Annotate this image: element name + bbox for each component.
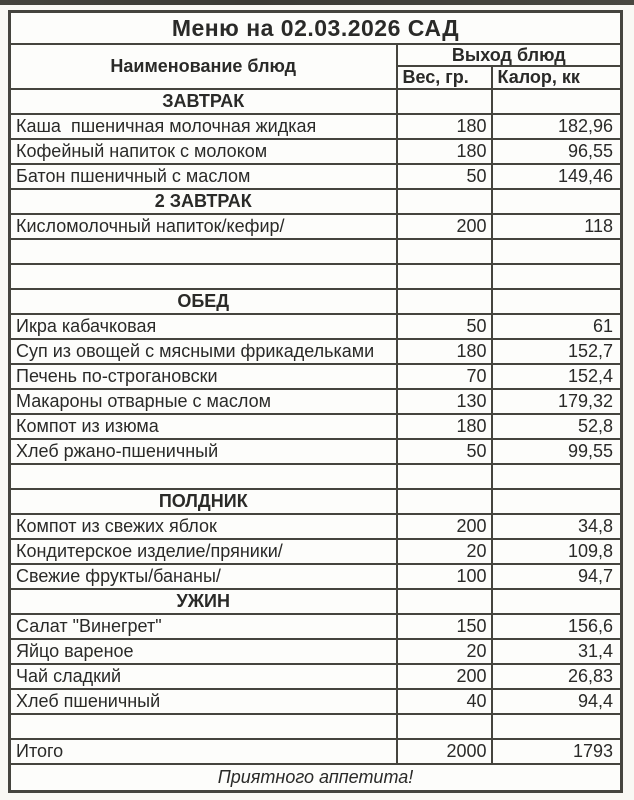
page-title: Меню на 02.03.2026 САД	[10, 12, 622, 44]
dish-name-cell: Икра кабачковая	[10, 314, 397, 339]
weight-cell: 180	[397, 139, 492, 164]
footer-note-row	[10, 764, 622, 791]
weight-cell: 150	[397, 614, 492, 639]
calories-cell: 94,7	[492, 564, 622, 589]
weight-cell	[397, 489, 492, 514]
dish-name-cell: Кофейный напиток с молоком	[10, 139, 397, 164]
column-header-output-group: Выход блюд	[397, 44, 622, 67]
dish-row	[10, 514, 622, 539]
weight-cell	[397, 89, 492, 114]
empty-cell	[397, 714, 492, 739]
calories-cell: 31,4	[492, 639, 622, 664]
dish-name-cell: Кисломолочный напиток/кефир/	[10, 214, 397, 239]
calories-cell: 109,8	[492, 539, 622, 564]
column-header-weight: Вес, гр.	[397, 66, 492, 89]
calories-cell: 1793	[492, 739, 622, 764]
menu-table-body	[10, 89, 622, 764]
dish-name-cell: Хлеб пшеничный	[10, 689, 397, 714]
weight-cell: 70	[397, 364, 492, 389]
dish-row	[10, 214, 622, 239]
calories-cell: 96,55	[492, 139, 622, 164]
empty-cell	[10, 714, 397, 739]
dish-name-cell: Компот из изюма	[10, 414, 397, 439]
section-row	[10, 189, 622, 214]
calories-cell: 156,6	[492, 614, 622, 639]
weight-cell: 200	[397, 664, 492, 689]
calories-cell: 52,8	[492, 414, 622, 439]
empty-cell	[492, 464, 622, 489]
weight-cell	[397, 289, 492, 314]
dish-row	[10, 439, 622, 464]
dish-row	[10, 689, 622, 714]
dish-name-cell: Компот из свежих яблок	[10, 514, 397, 539]
weight-cell: 180	[397, 414, 492, 439]
calories-cell: 34,8	[492, 514, 622, 539]
empty-cell	[10, 239, 397, 264]
weight-cell: 50	[397, 314, 492, 339]
section-row	[10, 489, 622, 514]
weight-cell	[397, 189, 492, 214]
weight-cell: 20	[397, 639, 492, 664]
calories-cell: 26,83	[492, 664, 622, 689]
empty-row	[10, 464, 622, 489]
dish-row	[10, 314, 622, 339]
calories-cell: 182,96	[492, 114, 622, 139]
calories-cell: 152,7	[492, 339, 622, 364]
dish-row	[10, 639, 622, 664]
weight-cell: 130	[397, 389, 492, 414]
section-row	[10, 589, 622, 614]
dish-name-cell: Кондитерское изделие/пряники/	[10, 539, 397, 564]
calories-cell: 149,46	[492, 164, 622, 189]
empty-cell	[492, 714, 622, 739]
column-header-name: Наименование блюд	[10, 44, 397, 90]
section-label: УЖИН	[10, 589, 397, 614]
calories-cell: 99,55	[492, 439, 622, 464]
weight-cell: 20	[397, 539, 492, 564]
weight-cell: 200	[397, 514, 492, 539]
section-label: ПОЛДНИК	[10, 489, 397, 514]
dish-row	[10, 564, 622, 589]
dish-name-cell: Свежие фрукты/бананы/	[10, 564, 397, 589]
calories-cell	[492, 589, 622, 614]
weight-cell: 2000	[397, 739, 492, 764]
section-row	[10, 289, 622, 314]
empty-cell	[397, 264, 492, 289]
dish-name-cell: Макароны отварные с маслом	[10, 389, 397, 414]
dish-row	[10, 539, 622, 564]
dish-row	[10, 664, 622, 689]
empty-row	[10, 714, 622, 739]
empty-row	[10, 239, 622, 264]
calories-cell: 152,4	[492, 364, 622, 389]
calories-cell	[492, 489, 622, 514]
total-row	[10, 739, 622, 764]
empty-cell	[10, 464, 397, 489]
dish-row	[10, 164, 622, 189]
section-label: 2 ЗАВТРАК	[10, 189, 397, 214]
menu-table	[8, 10, 623, 793]
weight-cell: 50	[397, 439, 492, 464]
menu-table-footer	[10, 764, 622, 791]
title-row	[10, 12, 622, 44]
dish-name-cell: Печень по-строгановски	[10, 364, 397, 389]
dish-name-cell: Каша пшеничная молочная жидкая	[10, 114, 397, 139]
dish-row	[10, 614, 622, 639]
weight-cell: 50	[397, 164, 492, 189]
calories-cell	[492, 89, 622, 114]
weight-cell: 180	[397, 339, 492, 364]
calories-cell: 179,32	[492, 389, 622, 414]
dish-name-cell: Суп из овощей с мясными фрикадельками	[10, 339, 397, 364]
dish-name-cell: Хлеб ржано-пшеничный	[10, 439, 397, 464]
empty-cell	[397, 464, 492, 489]
calories-cell: 61	[492, 314, 622, 339]
weight-cell: 100	[397, 564, 492, 589]
section-label: ОБЕД	[10, 289, 397, 314]
calories-cell	[492, 189, 622, 214]
dish-row	[10, 414, 622, 439]
dish-row	[10, 139, 622, 164]
calories-cell	[492, 289, 622, 314]
footer-note: Приятного аппетита!	[10, 764, 622, 791]
calories-cell: 94,4	[492, 689, 622, 714]
section-row	[10, 89, 622, 114]
calories-cell: 118	[492, 214, 622, 239]
empty-row	[10, 264, 622, 289]
dish-name-cell: Итого	[10, 739, 397, 764]
empty-cell	[10, 264, 397, 289]
column-header-calories: Калор, кк	[492, 66, 622, 89]
dish-name-cell: Яйцо вареное	[10, 639, 397, 664]
dish-row	[10, 339, 622, 364]
empty-cell	[492, 239, 622, 264]
weight-cell: 200	[397, 214, 492, 239]
dish-row	[10, 114, 622, 139]
dish-row	[10, 389, 622, 414]
menu-table-header	[10, 12, 622, 90]
dish-name-cell: Салат "Винегрет"	[10, 614, 397, 639]
dish-name-cell: Батон пшеничный с маслом	[10, 164, 397, 189]
section-label: ЗАВТРАК	[10, 89, 397, 114]
empty-cell	[397, 239, 492, 264]
weight-cell: 180	[397, 114, 492, 139]
scan-edge-artifact	[0, 0, 634, 5]
weight-cell: 40	[397, 689, 492, 714]
dish-row	[10, 364, 622, 389]
dish-name-cell: Чай сладкий	[10, 664, 397, 689]
header-row-1	[10, 44, 622, 67]
weight-cell	[397, 589, 492, 614]
empty-cell	[492, 264, 622, 289]
